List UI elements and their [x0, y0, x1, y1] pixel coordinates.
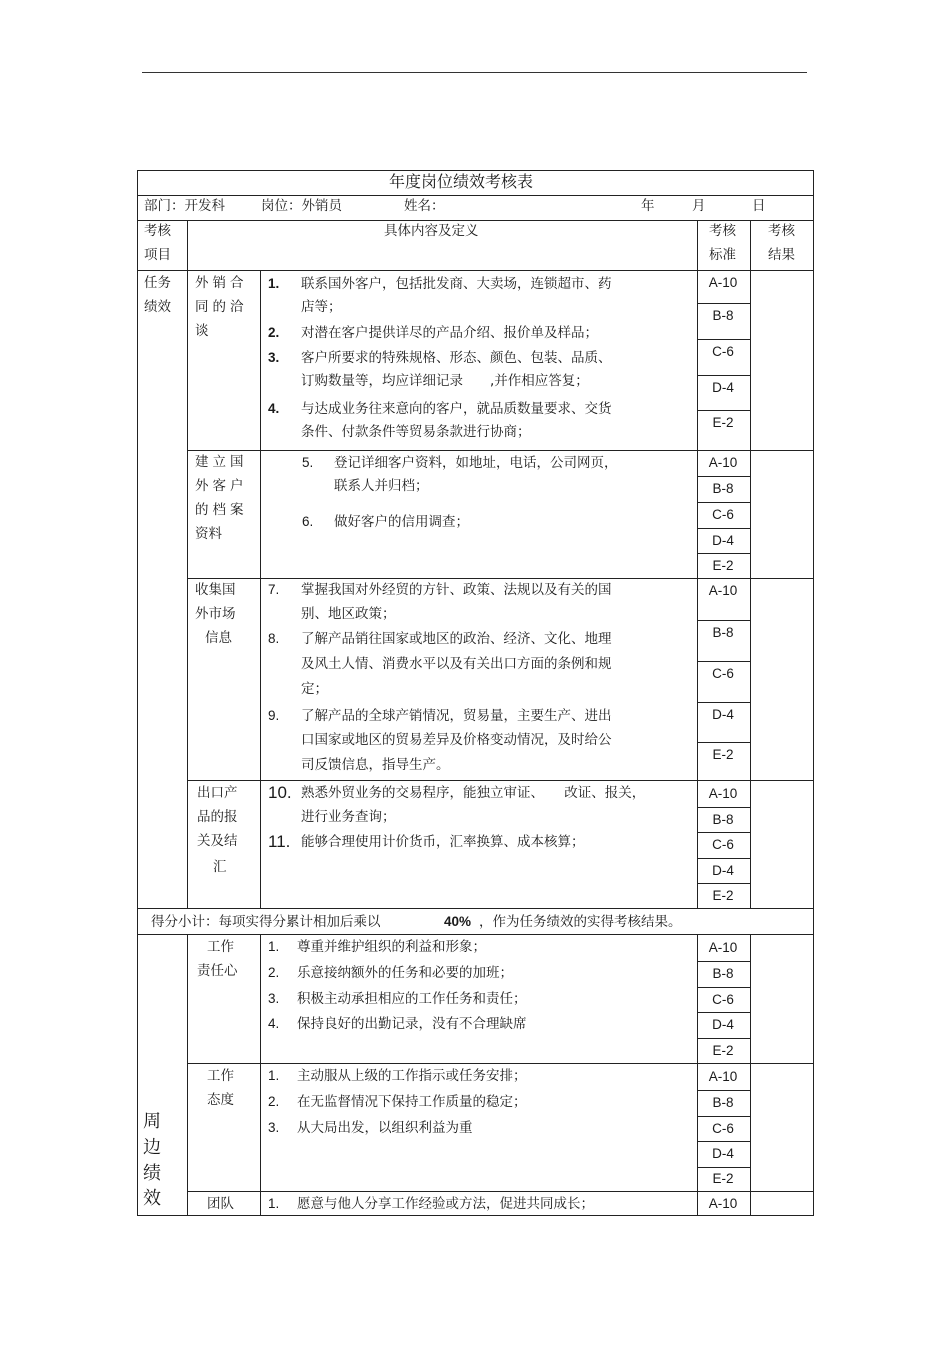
item-number: 11.	[268, 832, 291, 851]
item-text: 口国家或地区的贸易差异及价格变动情况，及时给公	[301, 732, 612, 748]
row-divider	[697, 1141, 750, 1142]
grade-label: A-10	[708, 275, 738, 290]
item-text: 从大局出发，以组织利益为重	[297, 1120, 473, 1136]
item-text: 保持良好的出勤记录，没有不合理缺席	[297, 1016, 527, 1032]
section-label: 责任心	[197, 963, 238, 979]
item-text: 对潜在客户提供详尽的产品介绍、报价单及样品；	[301, 325, 598, 341]
row-divider	[697, 883, 750, 884]
item-text: 在无监督情况下保持工作质量的稳定；	[297, 1094, 527, 1110]
peripheral-category: 边	[143, 1137, 161, 1158]
row-divider	[697, 742, 750, 743]
grade-label: A-10	[708, 455, 738, 470]
section-label: 关及结	[197, 833, 238, 849]
item-text: 愿意与他人分享工作经验或方法，促进共同成长；	[297, 1196, 594, 1212]
section-label: 同的洽	[195, 299, 248, 315]
task-category-line1: 任务	[144, 275, 171, 291]
item-text: 及风土人情、消费水平以及有关出口方面的条例和规	[301, 656, 612, 672]
grade-label: E-2	[712, 887, 734, 903]
item-text: 乐意接纳额外的任务和必要的加班；	[297, 965, 513, 981]
row-divider	[697, 1090, 750, 1091]
name-field: 姓名：	[404, 198, 445, 214]
item-number: 4.	[268, 1016, 280, 1031]
header-standard-line1: 考核	[709, 223, 736, 239]
header-standard-line2: 标准	[709, 247, 736, 263]
section-label: 的档案	[195, 502, 248, 518]
grade-label: E-2	[712, 415, 734, 430]
row-divider	[697, 987, 750, 988]
item-number: 8.	[268, 631, 280, 646]
item-text: 积极主动承担相应的工作任务和责任；	[297, 991, 527, 1007]
section-label: 出口产	[197, 785, 238, 801]
row-divider	[137, 195, 814, 196]
position-field: 岗位：外销员	[261, 198, 342, 214]
grade-label: B-8	[712, 811, 734, 827]
item-number: 2.	[268, 1094, 280, 1109]
item-number: 1.	[268, 276, 280, 291]
section-label: 汇	[213, 859, 227, 875]
item-text: 联系国外客户，包括批发商、大卖场，连锁超市、药	[301, 276, 612, 292]
grade-label: B-8	[712, 481, 734, 496]
item-text: 熟悉外贸业务的交易程序，能独立审证、 改证、报关，	[301, 785, 646, 801]
grade-label: D-4	[712, 707, 734, 722]
item-number: 6.	[302, 514, 314, 529]
row-divider	[697, 1038, 750, 1039]
row-divider	[697, 858, 750, 859]
item-text: 定；	[301, 681, 328, 697]
item-number: 1.	[268, 1196, 280, 1211]
row-divider	[697, 1167, 750, 1168]
row-divider	[697, 502, 750, 503]
column-divider	[750, 934, 751, 1216]
row-divider	[697, 1116, 750, 1117]
grade-label: A-10	[708, 785, 738, 801]
item-number: 7.	[268, 582, 280, 597]
row-divider	[697, 410, 750, 411]
item-number: 2.	[268, 325, 280, 340]
month-field: 月	[692, 198, 706, 214]
grade-label: D-4	[712, 862, 734, 878]
section-label: 外销合	[195, 275, 248, 291]
day-field: 日	[752, 198, 766, 214]
item-text: 做好客户的信用调查；	[334, 514, 469, 530]
header-rule	[142, 72, 807, 73]
peripheral-category: 周	[143, 1111, 161, 1132]
column-divider	[260, 270, 261, 908]
row-divider	[697, 702, 750, 703]
header-item-line1: 考核	[144, 223, 171, 239]
header-content: 具体内容及定义	[384, 223, 479, 239]
section-label: 收集国	[195, 582, 236, 598]
peripheral-category: 效	[143, 1188, 161, 1209]
item-text: 联系人并归档；	[334, 478, 429, 494]
header-result-line2: 结果	[768, 247, 795, 263]
department-field: 部门：开发科	[144, 198, 225, 214]
grade-label: D-4	[712, 380, 734, 395]
task-category-line2: 绩效	[144, 299, 171, 315]
grade-label: D-4	[712, 532, 734, 548]
item-number: 2.	[268, 965, 280, 980]
grade-label: E-2	[712, 1171, 734, 1186]
row-divider	[697, 375, 750, 376]
subtotal-text: ，作为任务绩效的实得考核结果。	[479, 914, 682, 930]
grade-label: E-2	[712, 557, 734, 573]
grade-label: B-8	[712, 966, 734, 981]
column-divider	[187, 220, 188, 908]
item-text: 司反馈信息，指导生产。	[301, 757, 450, 773]
column-divider	[187, 934, 188, 1216]
header-item-line2: 项目	[144, 247, 171, 263]
row-divider	[697, 528, 750, 529]
section-label: 信息	[205, 630, 232, 646]
row-divider	[697, 339, 750, 340]
grade-label: B-8	[712, 308, 734, 323]
item-text: 客户所要求的特殊规格、形态、颜色、包装、品质、	[301, 350, 612, 366]
item-text: 店等；	[301, 299, 342, 315]
year-field: 年	[641, 198, 655, 214]
header-result-line1: 考核	[768, 223, 795, 239]
section-label: 团队	[207, 1196, 234, 1212]
grade-label: C-6	[712, 1120, 734, 1136]
item-number: 3.	[268, 350, 280, 365]
row-divider	[697, 661, 750, 662]
item-number: 9.	[268, 708, 280, 723]
grade-label: A-10	[708, 1068, 738, 1084]
row-divider	[697, 961, 750, 962]
item-number: 10.	[268, 783, 292, 802]
row-divider	[697, 832, 750, 833]
grade-label: C-6	[712, 991, 734, 1007]
section-label: 外客户	[195, 478, 248, 494]
form-title: 年度岗位绩效考核表	[389, 172, 534, 191]
row-divider	[697, 303, 750, 304]
item-text: 登记详细客户资料，如地址，电话，公司网页，	[334, 455, 618, 471]
item-text: 了解产品销往国家或地区的政治、经济、文化、地理	[301, 631, 612, 647]
section-label: 态度	[207, 1092, 234, 1108]
item-text: 别、地区政策；	[301, 606, 396, 622]
item-number: 3.	[268, 1120, 280, 1135]
section-label: 工作	[207, 1068, 234, 1084]
section-label: 建立国	[195, 454, 248, 470]
grade-label: D-4	[712, 1146, 734, 1161]
item-number: 4.	[268, 401, 280, 416]
peripheral-category: 绩	[143, 1163, 161, 1184]
grade-label: E-2	[712, 747, 734, 762]
item-text: 了解产品的全球产销情况，贸易量，主要生产、进出	[301, 708, 612, 724]
row-divider	[697, 620, 750, 621]
section-label: 资料	[195, 526, 222, 542]
subtotal-text: 得分小计：每项实得分累计相加后乘以	[151, 914, 381, 930]
section-label: 工作	[207, 939, 234, 955]
row-divider	[697, 1012, 750, 1013]
subtotal-percent: 40%	[444, 914, 472, 929]
column-divider	[260, 934, 261, 1216]
item-text: 与达成业务往来意向的客户，就品质数量要求、交货	[301, 401, 612, 417]
grade-label: C-6	[712, 837, 734, 852]
item-text: 主动服从上级的工作指示或任务安排；	[297, 1068, 527, 1084]
grade-label: A-10	[708, 939, 738, 955]
section-label: 外市场	[195, 606, 236, 622]
item-text: 尊重并维护组织的利益和形象；	[297, 939, 486, 955]
item-number: 1.	[268, 939, 280, 954]
item-text: 进行业务查询；	[301, 809, 396, 825]
section-label: 品的报	[197, 809, 238, 825]
grade-label: B-8	[712, 1095, 734, 1110]
grade-label: A-10	[708, 1196, 738, 1211]
grade-label: D-4	[712, 1017, 734, 1032]
row-divider	[137, 908, 814, 909]
item-text: 掌握我国对外经贸的方针、政策、法规以及有关的国	[301, 582, 612, 598]
item-text: 能够合理使用计价货币，汇率换算、成本核算；	[301, 834, 585, 850]
row-divider	[697, 807, 750, 808]
column-divider	[750, 220, 751, 908]
grade-label: E-2	[712, 1042, 734, 1058]
item-number: 5.	[302, 455, 314, 470]
row-divider	[697, 476, 750, 477]
grade-label: C-6	[712, 666, 734, 681]
section-label: 谈	[195, 323, 209, 339]
item-number: 1.	[268, 1068, 280, 1083]
grade-label: B-8	[712, 625, 734, 640]
grade-label: A-10	[708, 583, 738, 598]
row-divider	[697, 553, 750, 554]
item-text: 订购数量等，均应详细记录 ,并作相应答复；	[301, 373, 589, 389]
grade-label: C-6	[712, 344, 734, 359]
item-number: 3.	[268, 991, 280, 1006]
grade-label: C-6	[712, 507, 734, 522]
item-text: 条件、付款条件等贸易条款进行协商；	[301, 424, 531, 440]
